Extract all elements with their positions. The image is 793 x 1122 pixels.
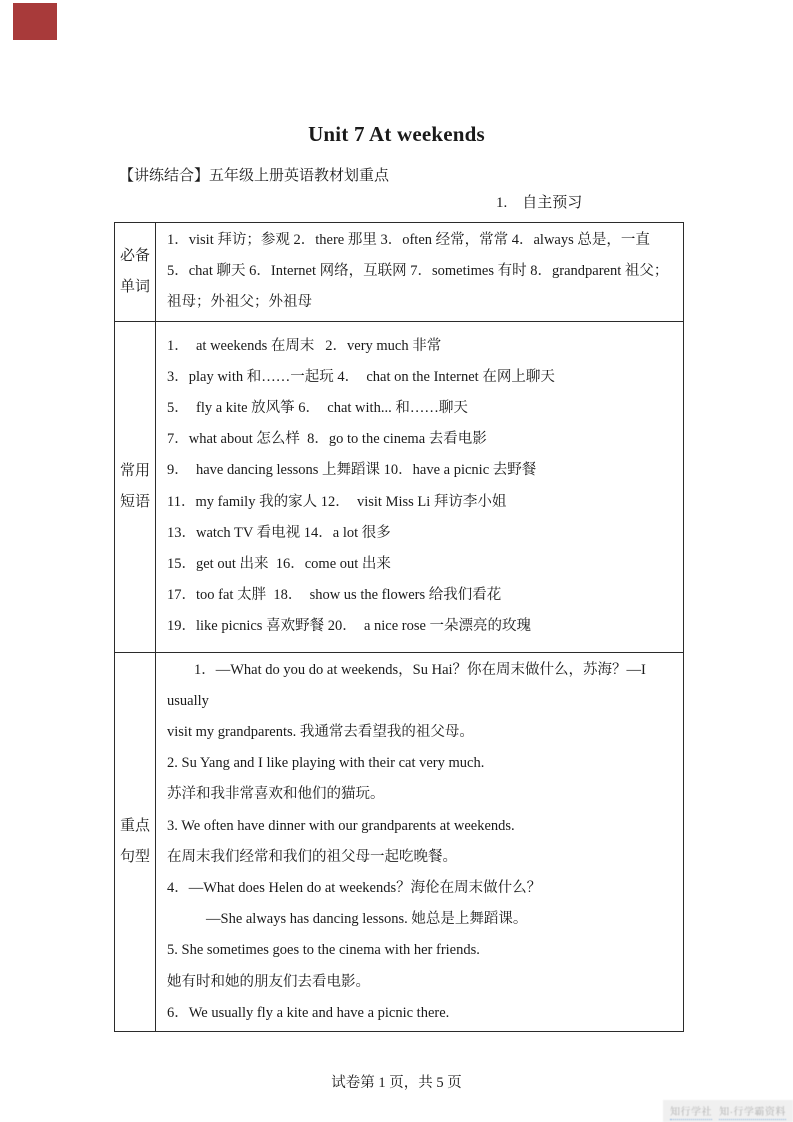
sentence-line: 6．We usually fly a kite and have a picnic there.	[167, 1004, 450, 1021]
sentence-line: 3. We often have dinner with our grandparents at weekends.	[167, 817, 515, 834]
sentence-line: 苏洋和我非常喜欢和他们的猫玩。	[167, 786, 385, 803]
sentence-line: 5. She sometimes goes to the cinema with her friends.	[167, 942, 480, 959]
row-header-line: 常用	[119, 462, 150, 479]
row-header-words	[115, 223, 156, 322]
phrase-line: 9． have dancing lessons 上舞蹈课 10．have a picnic 去野餐	[167, 462, 537, 479]
word-line: 5．chat 聊天 6．Internet 网络，互联网 7．sometimes 有时 8．grandparent 祖父；	[167, 263, 669, 280]
row-header-line: 重点	[119, 817, 150, 834]
phrase-line: 17．too fat 太胖 18． show us the flowers 给我们看花	[167, 587, 502, 604]
sentence-line: 1．—What do you do at weekends，Su Hai？你在周末做什么，苏海？—I usually	[167, 661, 650, 709]
vocab-table	[114, 222, 684, 1032]
row-header-phrases	[115, 321, 156, 652]
subtitle: 【讲练结合】五年级上册英语教材划重点	[119, 168, 390, 184]
table-row-phrases	[115, 321, 684, 652]
words-cell	[156, 223, 684, 322]
table-row-words	[115, 223, 684, 322]
section-heading: 1. 自主预习	[496, 195, 583, 211]
phrase-line: 15．get out 出来 16．come out 出来	[167, 556, 391, 573]
sentence-line: 4．—What does Helen do at weekends？海伦在周末做什么？	[167, 880, 542, 897]
phrase-line: 19．like picnics 喜欢野餐 20． a nice rose 一朵漂亮的玫瑰	[167, 618, 532, 635]
sentence-line: 她有时和她的朋友们去看电影。	[167, 973, 370, 990]
row-header-sentences	[115, 652, 156, 1031]
phrase-line: 5． fly a kite 放风筝 6． chat with... 和……聊天	[167, 400, 468, 416]
page-title: Unit 7 At weekends	[308, 122, 485, 146]
word-line: 1．visit 拜访；参观 2．there 那里 3．often 经常，常常 4．always 总是，一直	[167, 232, 650, 248]
phrase-line: 3．play with 和……一起玩 4． chat on the Internet 在网上聊天	[167, 368, 555, 385]
sentence-line: visit my grandparents. 我通常去看望我的祖父母。	[167, 724, 474, 741]
watermark-right-text: 知·行学霸资料	[719, 1103, 786, 1120]
word-line: 祖母；外祖父；外祖母	[167, 294, 312, 311]
phrase-line: 13．watch TV 看电视 14．a lot 很多	[167, 524, 391, 541]
sentence-line: —She always has dancing lessons. 她总是上舞蹈课。	[206, 911, 528, 928]
watermark-left-text: 知行学社	[670, 1103, 712, 1120]
table-row-sentences	[115, 652, 684, 1031]
corner-marker	[13, 3, 57, 40]
row-header-line: 句型	[119, 848, 150, 865]
sentence-line: 在周末我们经常和我们的祖父母一起吃晚餐。	[167, 848, 457, 865]
row-header-line: 必备	[119, 247, 150, 264]
watermark	[663, 1100, 793, 1122]
sentence-line: 2. Su Yang and I like playing with their cat very much.	[167, 755, 485, 772]
phrases-cell	[156, 321, 684, 652]
sentences-cell	[156, 652, 684, 1031]
row-header-line: 单词	[119, 278, 150, 295]
phrase-line: 1． at weekends 在周末 2．very much 非常	[167, 337, 442, 354]
phrase-line: 7．what about 怎么样 8．go to the cinema 去看电影	[167, 431, 487, 448]
row-header-line: 短语	[119, 493, 150, 510]
page-footer: 试卷第 1 页，共 5 页	[331, 1075, 462, 1091]
phrase-line: 11．my family 我的家人 12． visit Miss Li 拜访李小姐	[167, 493, 507, 510]
